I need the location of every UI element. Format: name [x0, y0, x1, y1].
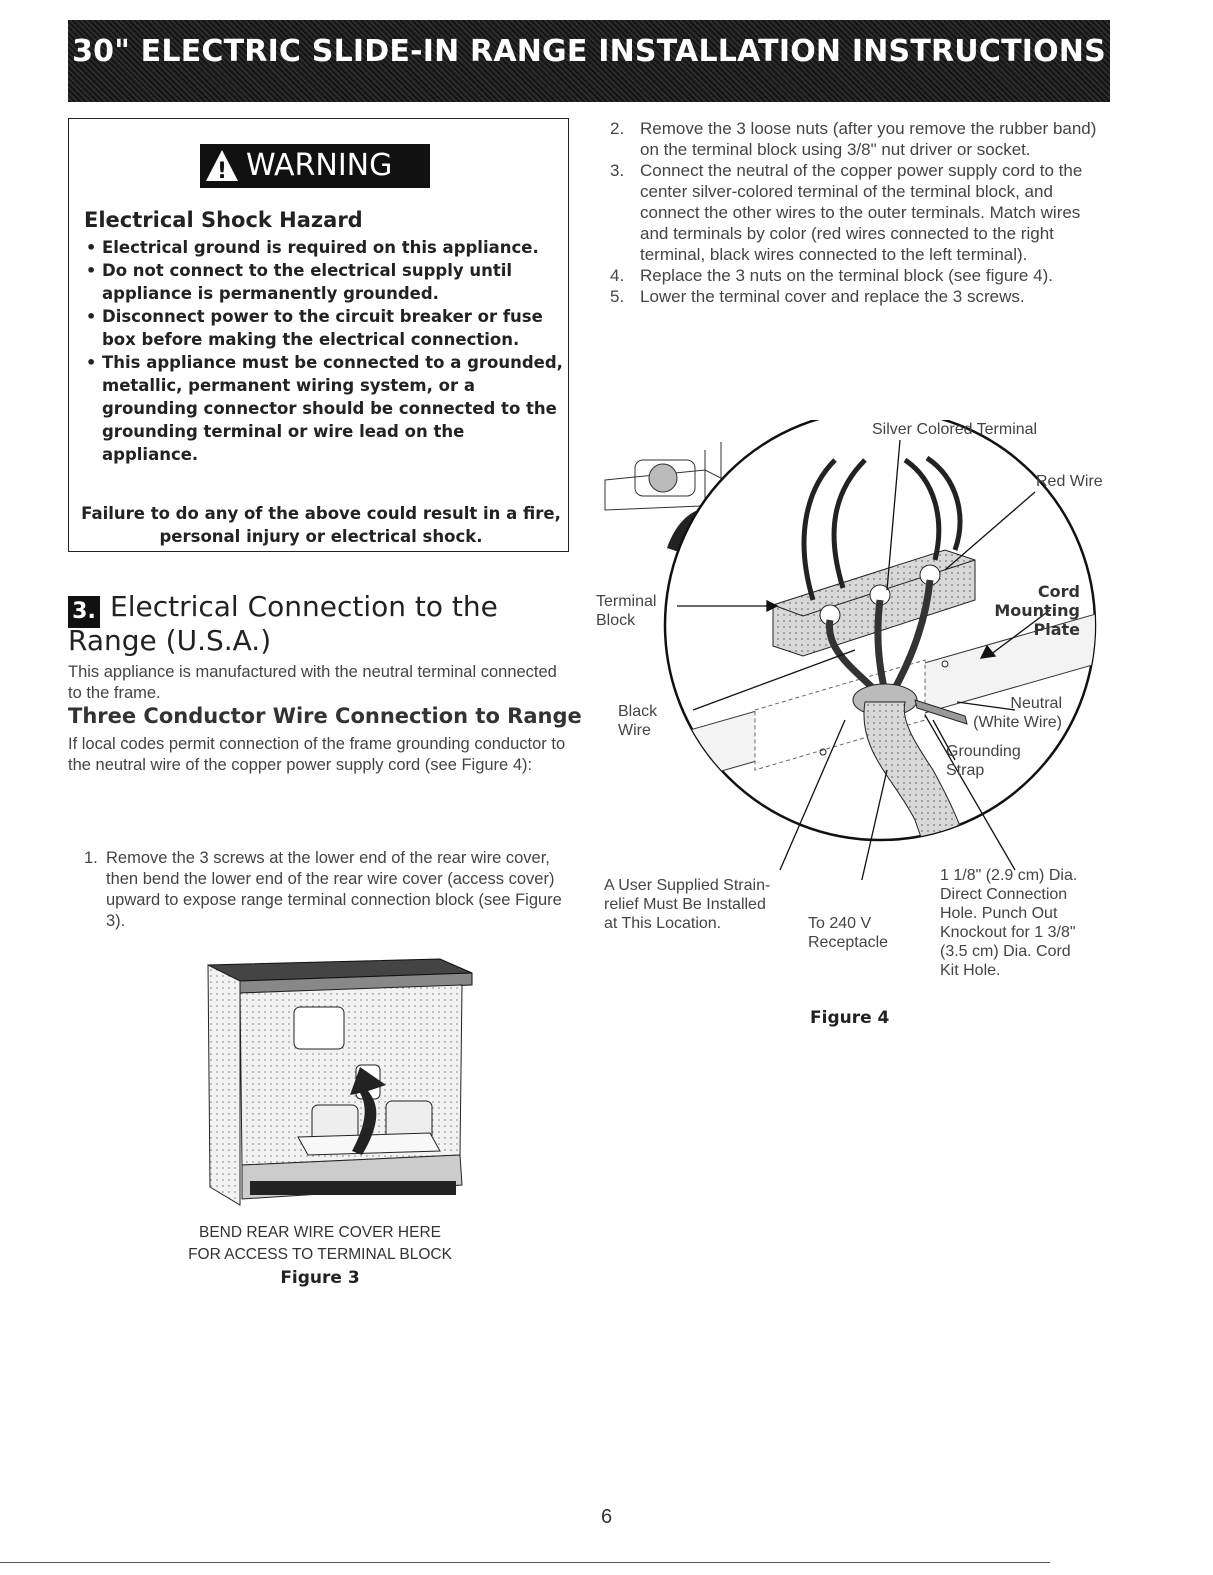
page-title: 30" ELECTRIC SLIDE-IN RANGE INSTALLATION INSTRUCTIONS — [72, 34, 1106, 69]
section-number-badge: 3. — [68, 596, 100, 628]
step-item: 1. Remove the 3 screws at the lower end of the rear wire cover, then bend the lower end of the rear wire cover (access cover) upward to expose range terminal connection block (see Figure 3). — [84, 849, 562, 930]
label-black-wire: Black Wire — [618, 703, 658, 739]
label-strain-relief: A User Supplied Strain- relief Must Be Installed at This Location. — [604, 877, 771, 932]
svg-text:!: ! — [216, 159, 228, 184]
step-item: 2. Remove the 3 loose nuts (after you remove the rubber band) on the terminal block using 3/8" nut driver or socket. — [610, 119, 1097, 159]
bullet-icon: • — [86, 353, 97, 372]
hazard-title: Electrical Shock Hazard — [84, 208, 363, 232]
subsection-paragraph: If local codes permit connection of the frame grounding conductor to the neutral wire of the copper power supply cord (see Figure 4): — [68, 735, 566, 774]
warning-list — [84, 236, 564, 466]
step-list-right — [610, 118, 1100, 307]
bullet-icon: • — [86, 307, 97, 326]
warning-label-text: WARNING — [246, 148, 393, 183]
subsection-title: Three Conductor Wire Connection to Range — [68, 704, 582, 728]
figure-4-title: Figure 4 — [810, 1008, 890, 1028]
step-list-left — [84, 848, 569, 932]
bottom-rule — [0, 1562, 1050, 1563]
bullet-icon: • — [86, 238, 97, 257]
label-red-wire: Red Wire — [1036, 473, 1103, 490]
figure-4-illustration — [595, 420, 1110, 880]
label-silver-terminal: Silver Colored Terminal — [872, 421, 1038, 438]
warning-label — [200, 144, 430, 188]
bullet-icon: • — [86, 261, 97, 280]
step-item: 5. Lower the terminal cover and replace the 3 screws. — [610, 287, 1025, 306]
figure-3-illustration — [190, 955, 480, 1215]
warning-item: • This appliance must be connected to a grounded, metallic, permanent wiring system, or a grounding connector should be connected to the grounding terminal or wire lead on the appliance. — [86, 353, 563, 464]
step-item: 4. Replace the 3 nuts on the terminal block (see figure 4). — [610, 266, 1053, 285]
label-receptacle: To 240 V Receptacle — [808, 915, 889, 951]
label-connection-hole: 1 1/8" (2.9 cm) Dia. Direct Connection Hole. Punch Out Knockout for 1 3/8" (3.5 cm) Dia. Cord Kit Hole. — [940, 867, 1078, 979]
figure-3-title: Figure 3 — [280, 1268, 360, 1288]
warning-item: • Disconnect power to the circuit breaker or fuse box before making the electrical connection. — [86, 307, 543, 349]
label-grounding-strap: Grounding Strap — [946, 743, 1021, 779]
label-neutral-wire: Neutral (White Wire) — [973, 695, 1062, 731]
warning-item: • Do not connect to the electrical supply until appliance is permanently grounded. — [86, 261, 513, 303]
step-item: 3. Connect the neutral of the copper power supply cord to the center silver-colored terminal of the terminal block, and connect the other wires to the outer terminals. Match wires and terminals by color (red wires connected to the right terminal, black wires connected to the left terminal). — [610, 161, 1083, 264]
warning-item: • Electrical ground is required on this appliance. — [86, 238, 539, 257]
label-cord-mounting-plate: Cord Mounting Plate — [994, 582, 1080, 639]
page-number: 6 — [600, 1506, 613, 1528]
figure-3-caption: FOR ACCESS TO TERMINAL BLOCK — [188, 1246, 452, 1263]
section-intro: This appliance is manufactured with the neutral terminal connected to the frame. — [68, 663, 557, 702]
figure-3-caption: BEND REAR WIRE COVER HERE — [198, 1224, 441, 1241]
failure-note: Failure to do any of the above could result in a fire, personal injury or electrical shock. — [81, 504, 561, 546]
section-title: Electrical Connection to the Range (U.S.A.) — [68, 590, 498, 657]
label-terminal-block: Terminal Block — [596, 593, 657, 629]
warning-triangle-icon — [204, 148, 240, 184]
